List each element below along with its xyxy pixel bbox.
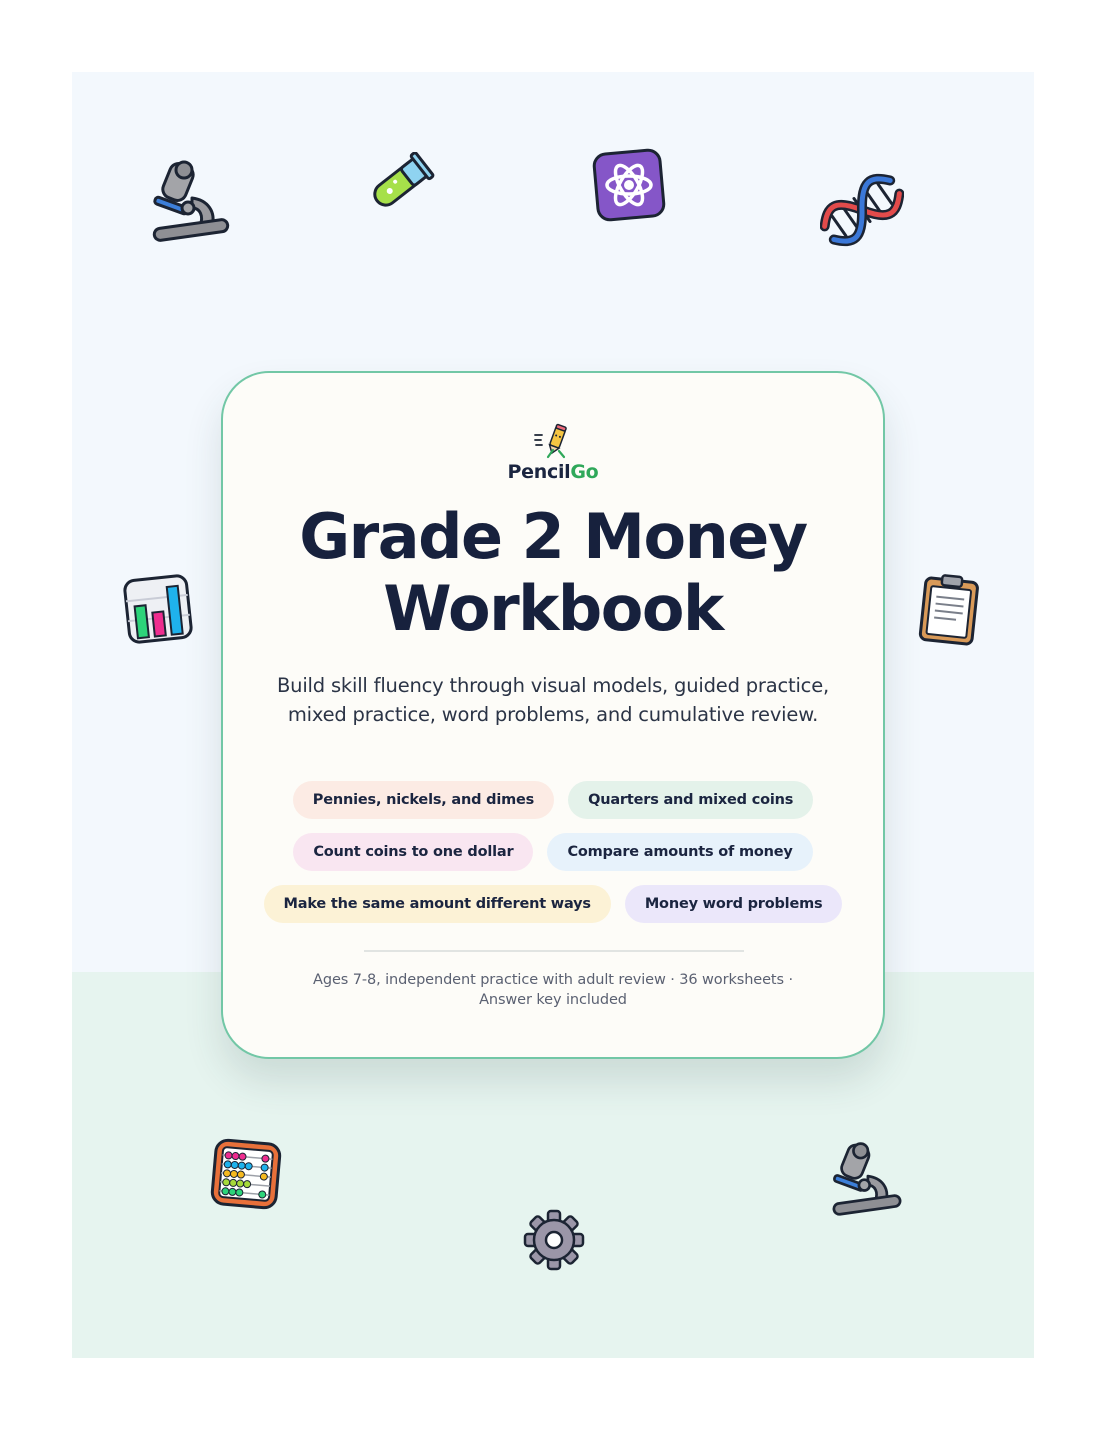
workbook-title xyxy=(243,501,863,645)
tag-row xyxy=(243,781,863,819)
brand-name-part1: Pencil xyxy=(507,461,571,483)
microscope-icon xyxy=(830,1138,904,1216)
workbook-subtitle: Build skill fluency through visual models, guided practice, mixed practice, word problems, and cumulative review. xyxy=(277,674,829,726)
bar-chart-icon xyxy=(121,572,195,646)
gear-icon xyxy=(522,1208,586,1272)
workbook-title-line2: Workbook xyxy=(383,572,723,645)
topic-tag: Count coins to one dollar xyxy=(293,833,533,871)
topic-tags xyxy=(243,781,863,937)
topic-tag: Money word problems xyxy=(625,885,843,923)
brand-name-part2: Go xyxy=(570,461,599,483)
workbook-details-line1: Ages 7-8, independent practice with adult review · 36 worksheets · xyxy=(313,972,793,988)
topic-tag: Make the same amount different ways xyxy=(264,885,611,923)
topic-tag: Compare amounts of money xyxy=(547,833,812,871)
brand-logo xyxy=(223,423,883,483)
pencil-mascot-icon xyxy=(533,423,573,459)
brand-name xyxy=(223,461,883,483)
test-tube-icon xyxy=(365,152,435,214)
topic-tag: Pennies, nickels, and dimes xyxy=(293,781,554,819)
clipboard-icon xyxy=(917,574,981,646)
workbook-title-line1: Grade 2 Money xyxy=(299,500,807,573)
dna-icon xyxy=(820,172,904,248)
divider xyxy=(364,950,744,952)
tag-row xyxy=(243,833,863,871)
abacus-icon xyxy=(208,1136,284,1212)
workbook-details-line2: Answer key included xyxy=(479,992,627,1008)
topic-tag: Quarters and mixed coins xyxy=(568,781,813,819)
workbook-details xyxy=(283,970,823,1010)
tag-row xyxy=(243,885,863,923)
atom-icon xyxy=(592,148,666,222)
microscope-icon xyxy=(150,156,232,242)
cover-card xyxy=(221,371,885,1059)
